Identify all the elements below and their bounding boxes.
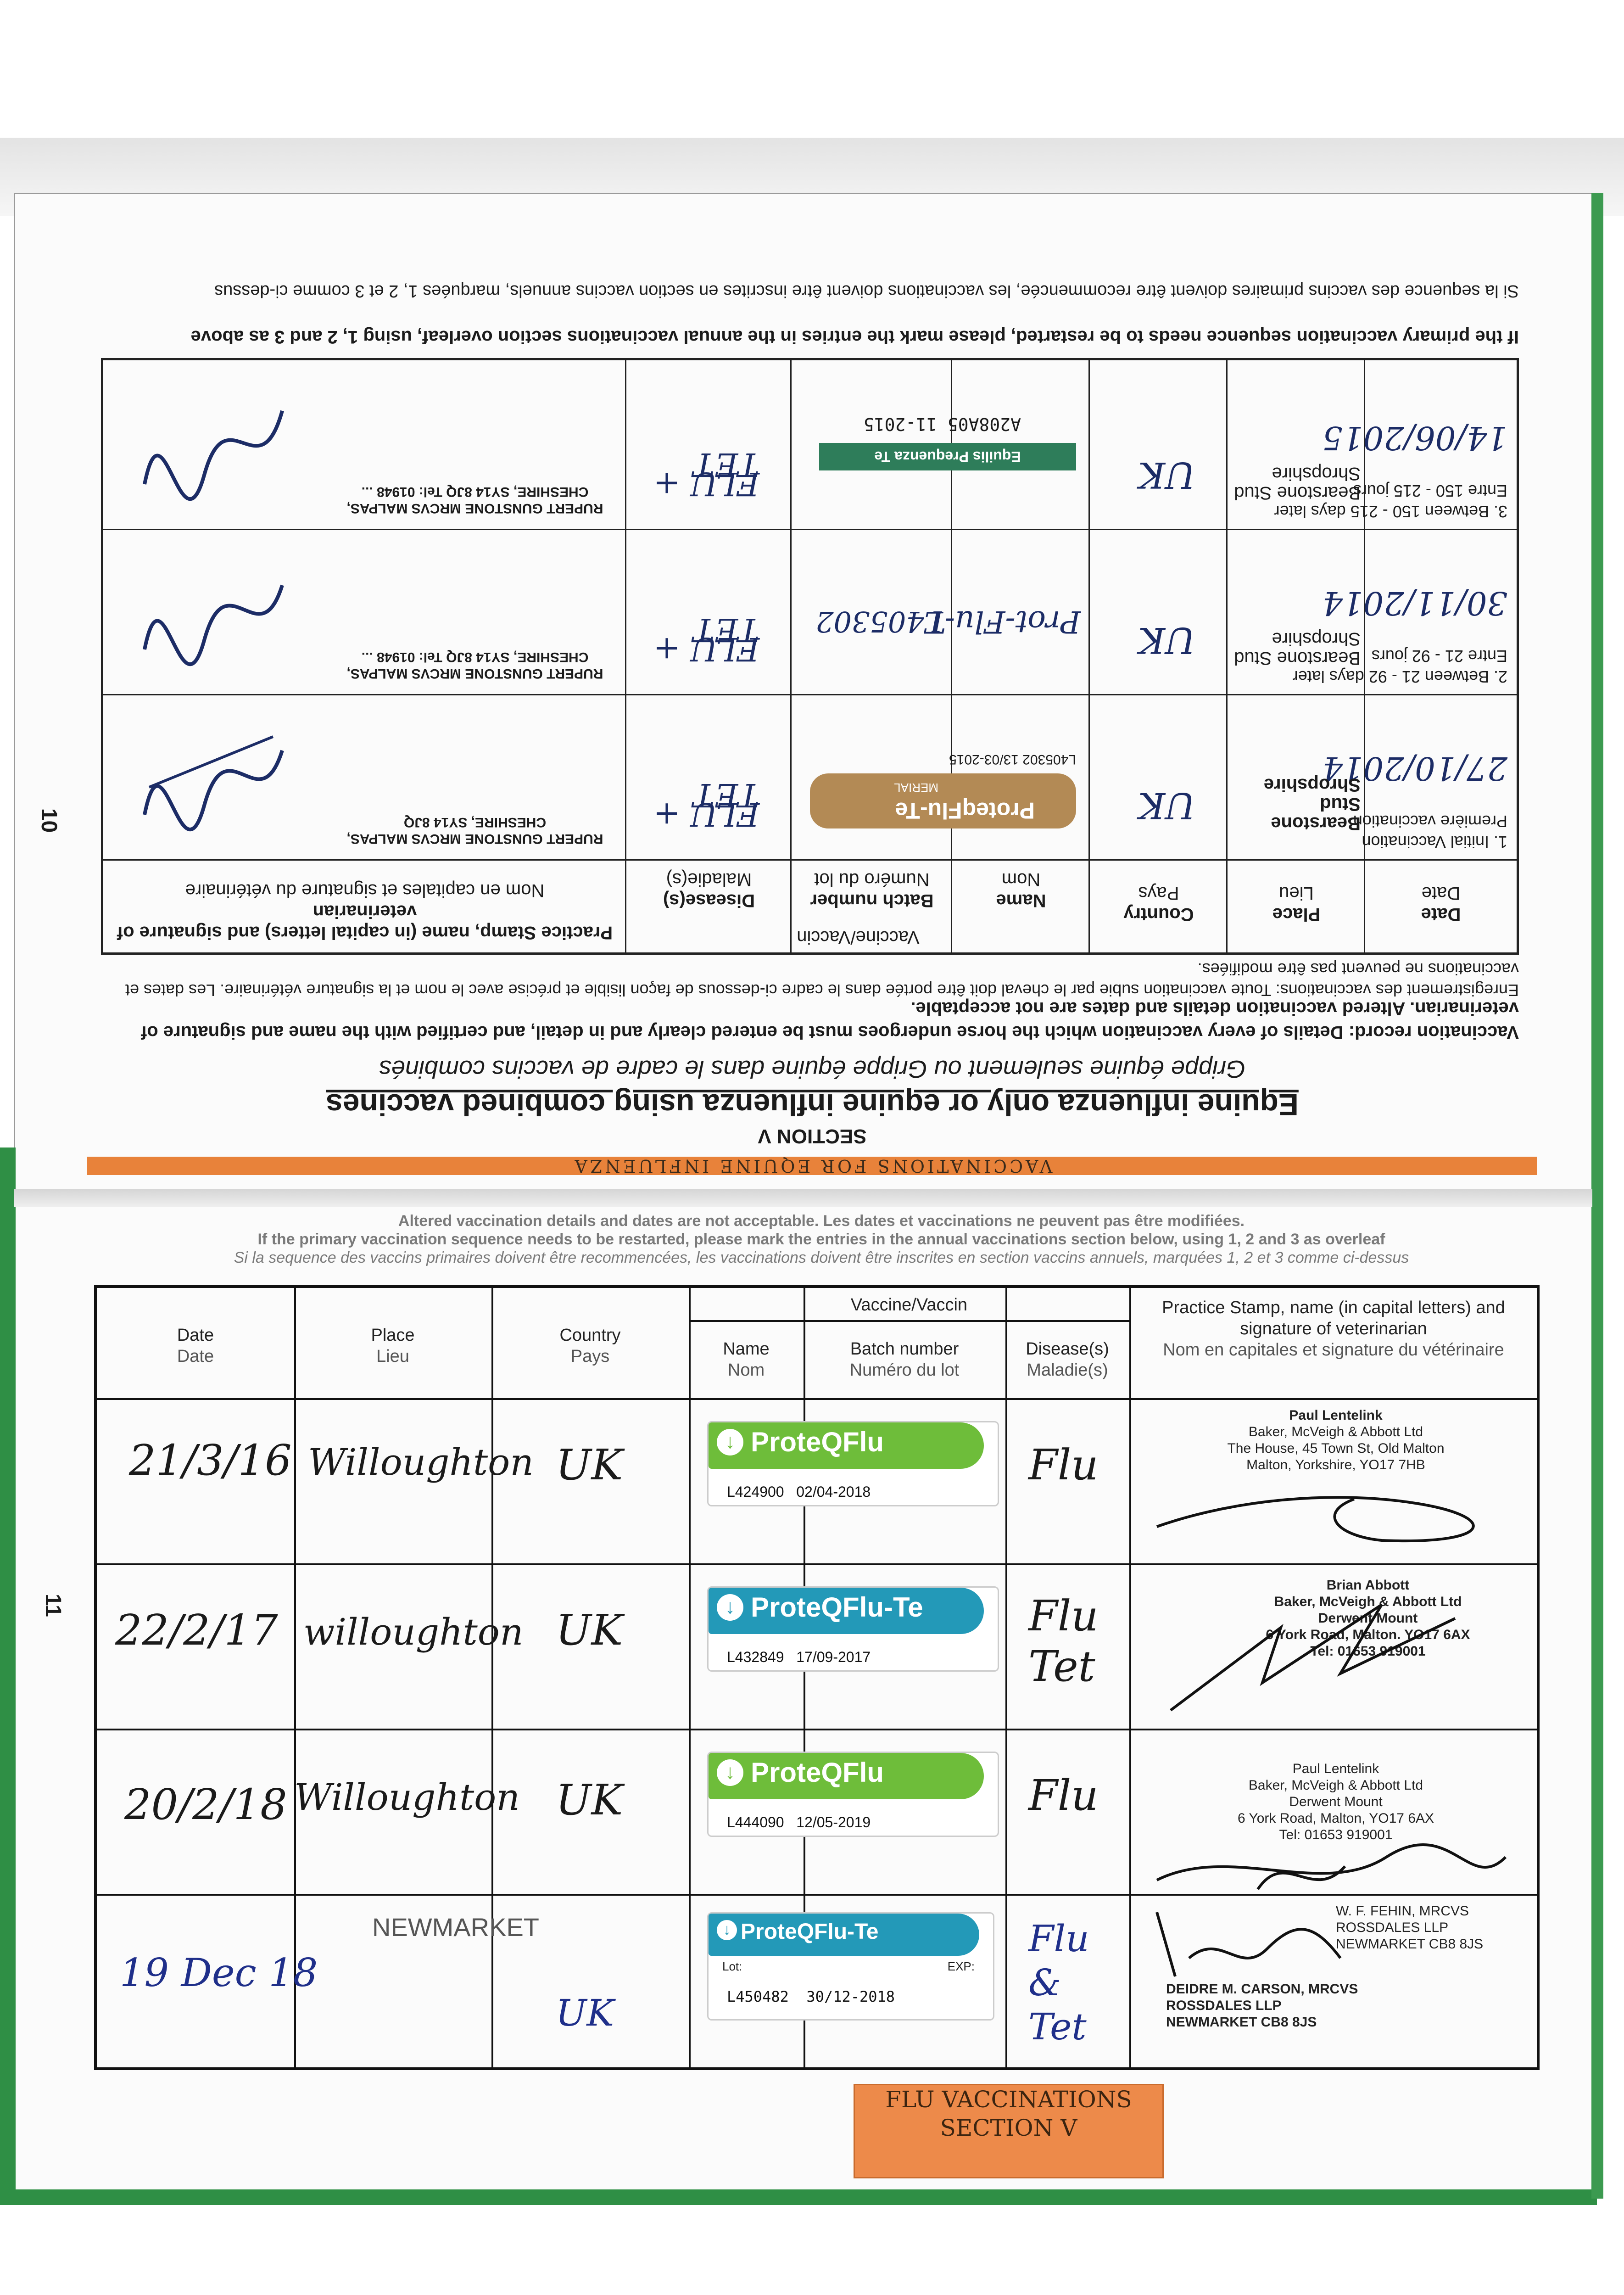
- vaccination-place: willoughton: [303, 1611, 524, 1653]
- header-name: Name Nom: [996, 869, 1046, 911]
- row-label: 1. Initial Vaccination: [1362, 833, 1507, 851]
- page-subtitle: Grippe équine seulement ou Grippe équine dans le cadre de vaccins combinés: [379, 1055, 1246, 1083]
- vet-stamp: RUPERT GUNSTONE MRCVS MALPAS, CHESHIRE, SY14 8JQ: [346, 815, 603, 846]
- vet-stamp: Brian Abbott Baker, McVeigh & Abbott Ltd Derwent Mount 6 York Road, Malton. YO17 6AX Tel: 01653 919001: [1266, 1578, 1470, 1659]
- section-banner: VACCINATIONS FOR EQUINE INFLUENZA: [87, 1157, 1537, 1175]
- row-label: 2. Between 21 - 92 days later: [1292, 667, 1507, 686]
- booklet-cover-edge-bottom: [0, 2189, 1597, 2205]
- page-title: Equine influenza only or equine influenza using combined vaccines: [326, 1088, 1299, 1122]
- header-date: Date Date: [177, 1326, 214, 1366]
- header-date: Date Date: [1421, 883, 1461, 924]
- footer-line: SECTION V: [940, 2115, 1077, 2141]
- vaccine-sticker: ↓ ProteQFlu-Te Lot: EXP: L450482 30/12-2018: [707, 1912, 994, 2021]
- vaccination-date: 22/2/17: [115, 1606, 278, 1655]
- vaccination-place: Bearstone Stud Shropshire: [1234, 629, 1361, 668]
- header-disease: Disease(s) Maladie(s): [663, 869, 755, 911]
- header-place: Place Lieu: [371, 1326, 415, 1366]
- vet-stamp: DEIDRE M. CARSON, MRCVS ROSSDALES LLP NEWMARKET CB8 8JS: [1166, 1982, 1358, 2030]
- record-note-fr: Enregistrement des vaccinations: Toute vaccination subie par le cheval doit être portée dans le cadre ci-dessous de façon lisible et précise avec le nom et la signature vétérinaire. Les dates et vaccinations ne peuvent pas être modifiées.: [125, 960, 1519, 1000]
- vaccine-name: Prot-Flu-T: [926, 604, 1081, 639]
- section-label: SECTION V: [758, 1125, 867, 1148]
- vaccine-sticker: ProteqFlu-Te MERIAL: [810, 773, 1076, 828]
- header-place: Place Lieu: [1272, 883, 1321, 924]
- vaccine-disease: Flu Tet: [1028, 1591, 1099, 1691]
- vaccine-sticker: ↓ ProteQFlu-Te L432849 17/09-2017: [707, 1586, 999, 1672]
- vet-stamp: RUPERT GUNSTONE MRCVS MALPAS, CHESHIRE, SY14 8JQ Tel: 01948 ...: [346, 649, 603, 681]
- row-label-fr: Première vaccination: [1353, 812, 1507, 831]
- vaccination-country: UK: [1138, 454, 1195, 495]
- vaccine-sticker: Equilis Prequenza Te: [819, 443, 1076, 470]
- page-number-11: 11: [40, 1594, 65, 1617]
- page-10: [87, 248, 1537, 1175]
- vaccination-place: Bearstone Stud Shropshire: [1263, 775, 1361, 834]
- vaccination-date: 19 Dec 18: [120, 1950, 318, 1995]
- row-label-fr: Entre 150 - 215 jours: [1353, 481, 1507, 500]
- vaccine-lot: L432849 17/09-2017: [727, 1649, 871, 1665]
- booklet-cover-edge-right: [1591, 193, 1603, 2199]
- header-country: Country Pays: [1123, 883, 1194, 924]
- header-vaccine: Vaccine/Vaccin: [797, 927, 920, 947]
- vaccine-disease: Flu: [1028, 1771, 1099, 1820]
- vaccine-lot: L450482 30/12-2018: [727, 1988, 895, 2005]
- vet-stamp: RUPERT GUNSTONE MRCVS MALPAS, CHESHIRE, SY14 8JQ Tel: 01948 ...: [346, 484, 603, 516]
- arrow-icon: ↓: [717, 1759, 743, 1786]
- vet-stamp: W. F. FEHIN, MRCVS ROSSDALES LLP NEWMARKET CB8 8JS: [1336, 1903, 1484, 1952]
- row-label-fr: Entre 21 - 92 jours: [1371, 647, 1507, 666]
- vaccination-date: 27/10/2014: [1322, 750, 1507, 787]
- primary-vaccination-table: [101, 358, 1519, 955]
- vaccine-lot: L405302 13/03-2015: [949, 752, 1076, 767]
- header-stamp: Practice Stamp, name (in capital letters) and signature of veterinarian Nom en capitales et signature du vétérinaire: [117, 880, 613, 943]
- vaccination-date: 14/06/2015: [1322, 419, 1507, 457]
- arrow-icon: ↓: [717, 1920, 737, 1940]
- header-stamp: Practice Stamp, name (in capital letters) and signature of veterinarian Nom en capitales et signature du vétérinaire: [1162, 1298, 1505, 1360]
- vet-signature: [126, 539, 301, 677]
- annual-vaccination-table: [94, 1285, 1540, 2070]
- vaccination-date: 20/2/18: [124, 1780, 287, 1829]
- vaccination-country: UK: [556, 1992, 614, 2034]
- section-footer-box: [854, 2084, 1164, 2178]
- restart-note-en: If the primary vaccination sequence needs to be restarted, please mark the entries in the annual vaccinations section overleaf, using 1, 2 and 3 as above: [190, 327, 1519, 347]
- vaccination-country: UK: [1138, 619, 1195, 661]
- vaccine-lot: A208A05 11-2015: [863, 414, 1021, 434]
- vaccine-lot: L444090 12/05-2019: [727, 1814, 871, 1830]
- restart-note-fr: Si la sequence des vaccins primaires doivent être recommencée, les vaccinations doivent être inscrites en section vaccins annuels, marquées 1, 2 et 3 comme ci-dessus: [214, 281, 1519, 301]
- header-disease: Disease(s) Maladie(s): [1026, 1339, 1109, 1380]
- vaccine-disease: FLU + TET: [653, 776, 759, 833]
- header-vaccine: Vaccine/Vaccin: [850, 1295, 968, 1315]
- vet-signature: [1143, 1472, 1529, 1559]
- intro-restart-note-fr: Si la sequence des vaccins primaires doivent être recommencées, les vaccinations doivent être inscrites en section vaccins annuels, marquées 1, 2 et 3 comme ci-dessus: [234, 1249, 1409, 1266]
- vaccine-lot: L424900 02/04-2018: [727, 1483, 871, 1500]
- intro-altered-note: Altered vaccination details and dates are not acceptable. Les dates et vaccinations ne peuvent pas être modifiées.: [398, 1212, 1245, 1230]
- vaccine-sticker: ↓ ProteQFlu L424900 02/04-2018: [707, 1421, 999, 1506]
- booklet-cover-edge: [0, 1148, 16, 2203]
- header-name: Name Nom: [723, 1339, 770, 1380]
- header-country: Country Pays: [559, 1326, 621, 1366]
- vaccination-country: UK: [556, 1775, 623, 1825]
- vet-signature: [126, 374, 301, 512]
- vaccine-disease: Flu & Tet: [1028, 1917, 1089, 2048]
- vet-signature: [1148, 1903, 1377, 1986]
- vaccine-disease: FLU + TET: [653, 446, 759, 503]
- vet-signature: [126, 705, 301, 842]
- vet-signature: [1148, 1839, 1515, 1908]
- page-number-10: 10: [37, 808, 61, 833]
- lower-intro: [92, 1212, 1551, 1267]
- vet-signature: [1143, 1591, 1464, 1719]
- vaccination-place: Willoughton: [308, 1441, 534, 1483]
- footer-line: FLU VACCINATIONS: [885, 2086, 1132, 2113]
- header-batch: Batch number Numéro du lot: [810, 869, 934, 911]
- arrow-icon: ↓: [717, 1429, 743, 1455]
- arrow-icon: ↓: [717, 1594, 743, 1621]
- vaccination-country: UK: [556, 1606, 623, 1655]
- vaccine-disease: FLU + TET: [653, 611, 759, 668]
- vet-stamp: Paul Lentelink Baker, McVeigh & Abbott Ltd The House, 45 Town St, Old Malton Malton, Yorkshire, YO17 7HB: [1227, 1408, 1445, 1472]
- page-fold: [14, 1189, 1592, 1207]
- intro-restart-note: If the primary vaccination sequence needs to be restarted, please mark the entries in the annual vaccinations section below, using 1, 2 and 3 as overleaf: [257, 1231, 1385, 1248]
- vaccination-place: Bearstone Stud Shropshire: [1234, 464, 1361, 503]
- record-note-en: Vaccination record: Details of every vaccination which the horse undergoes must be entered clearly and in detail, and certified with the name and signature of veterinarian. Altered vaccination details and dates are not acceptable.: [141, 998, 1519, 1042]
- vaccination-date: 21/3/16: [129, 1436, 292, 1485]
- vaccination-date: 30/11/2014: [1322, 584, 1507, 622]
- vaccine-batch: L405302: [815, 605, 943, 638]
- vaccination-country: UK: [1138, 784, 1195, 826]
- vaccination-place: NEWMARKET: [372, 1913, 539, 1942]
- vaccination-place: Willoughton: [294, 1776, 520, 1819]
- vaccine-sticker: ↓ ProteQFlu L444090 12/05-2019: [707, 1752, 999, 1837]
- vet-stamp: Paul Lentelink Baker, McVeigh & Abbott Ltd Derwent Mount 6 York Road, Malton, YO17 6AX Tel: 01653 919001: [1237, 1761, 1434, 1842]
- vaccination-country: UK: [556, 1440, 623, 1489]
- row-label: 3. Between 150 - 215 days later: [1274, 502, 1507, 521]
- header-batch: Batch number Numéro du lot: [849, 1339, 960, 1380]
- vaccine-disease: Flu: [1028, 1440, 1099, 1489]
